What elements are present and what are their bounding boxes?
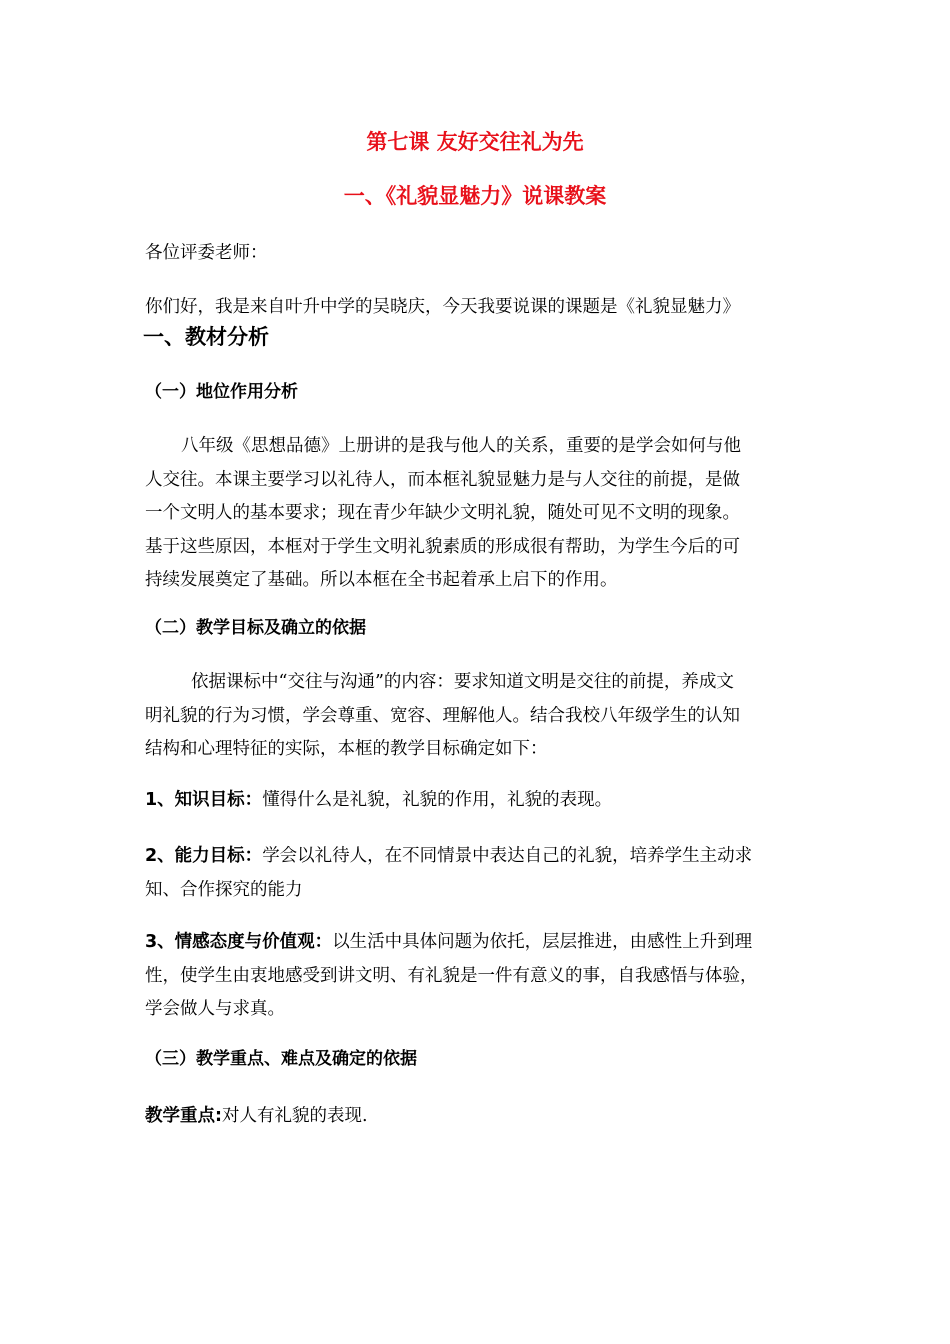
paragraph-line: 依据课标中“交往与沟通”的内容：要求知道文明是交往的前提，养成文 (191, 672, 734, 692)
paragraph-goals-basis (145, 666, 810, 767)
paragraph-role (145, 430, 810, 598)
subsection-heading-goals: （二）教学目标及确立的依据 (145, 618, 366, 638)
goal-label: 1、知识目标： (145, 790, 263, 810)
goal-text: 性，使学生由衷地感受到讲文明、有礼貌是一件有意义的事，自我感悟与体验， (145, 965, 758, 986)
paragraph-line: 基于这些原因，本框对于学生文明礼貌素质的形成很有帮助，为学生今后的可 (145, 536, 740, 557)
goal-text: 以生活中具体问题为依托，层层推进，由感性上升到理 (332, 932, 753, 952)
paragraph-line: 持续发展奠定了基础。所以本框在全书起着承上启下的作用。 (145, 570, 618, 590)
paragraph-line: 结构和心理特征的实际，本框的教学目标确定如下： (145, 739, 548, 759)
goal-text: 懂得什么是礼貌，礼貌的作用，礼貌的表现。 (262, 790, 613, 810)
paragraph-line: 一个文明人的基本要求；现在青少年缺少文明礼貌，随处可见不文明的现象。 (145, 503, 740, 523)
subsection-heading-role: （一）地位作用分析 (145, 382, 298, 402)
goal-label: 2、能力目标： (145, 846, 263, 866)
greeting: 各位评委老师： (145, 243, 268, 263)
goal-knowledge (145, 788, 612, 812)
lesson-title: 第七课 友好交往礼为先 (366, 130, 584, 154)
teaching-focus (145, 1104, 368, 1128)
paragraph-line: 八年级《思想品德》上册讲的是我与他人的关系，重要的是学会如何与他 (181, 436, 741, 456)
goal-values (145, 926, 810, 1027)
focus-label: 教学重点: (145, 1106, 222, 1126)
section-heading-material-analysis: 一、教材分析 (143, 325, 269, 349)
goal-text: 学会以礼待人，在不同情景中表达自己的礼貌，培养学生主动求 (262, 846, 753, 866)
goal-text: 学会做人与求真。 (145, 999, 285, 1019)
intro-text: 你们好，我是来自叶升中学的吴晓庆，今天我要说课的课题是《礼貌显魅力》 (145, 297, 740, 317)
goal-text: 知、合作探究的能力 (145, 879, 303, 900)
subsection-heading-focus: （三）教学重点、难点及确定的依据 (145, 1049, 417, 1069)
paragraph-line: 明礼貌的行为习惯，学会尊重、宽容、理解他人。结合我校八年级学生的认知 (145, 705, 740, 726)
focus-text: 对人有礼貌的表现. (222, 1106, 368, 1126)
paragraph-line: 人交往。本课主要学习以礼待人，而本框礼貌显魅力是与人交往的前提，是做 (145, 469, 740, 490)
lesson-subtitle: 一、《礼貌显魅力》说课教案 (343, 184, 607, 208)
goal-label: 3、情感态度与价值观： (145, 932, 333, 952)
goal-ability (145, 840, 810, 907)
